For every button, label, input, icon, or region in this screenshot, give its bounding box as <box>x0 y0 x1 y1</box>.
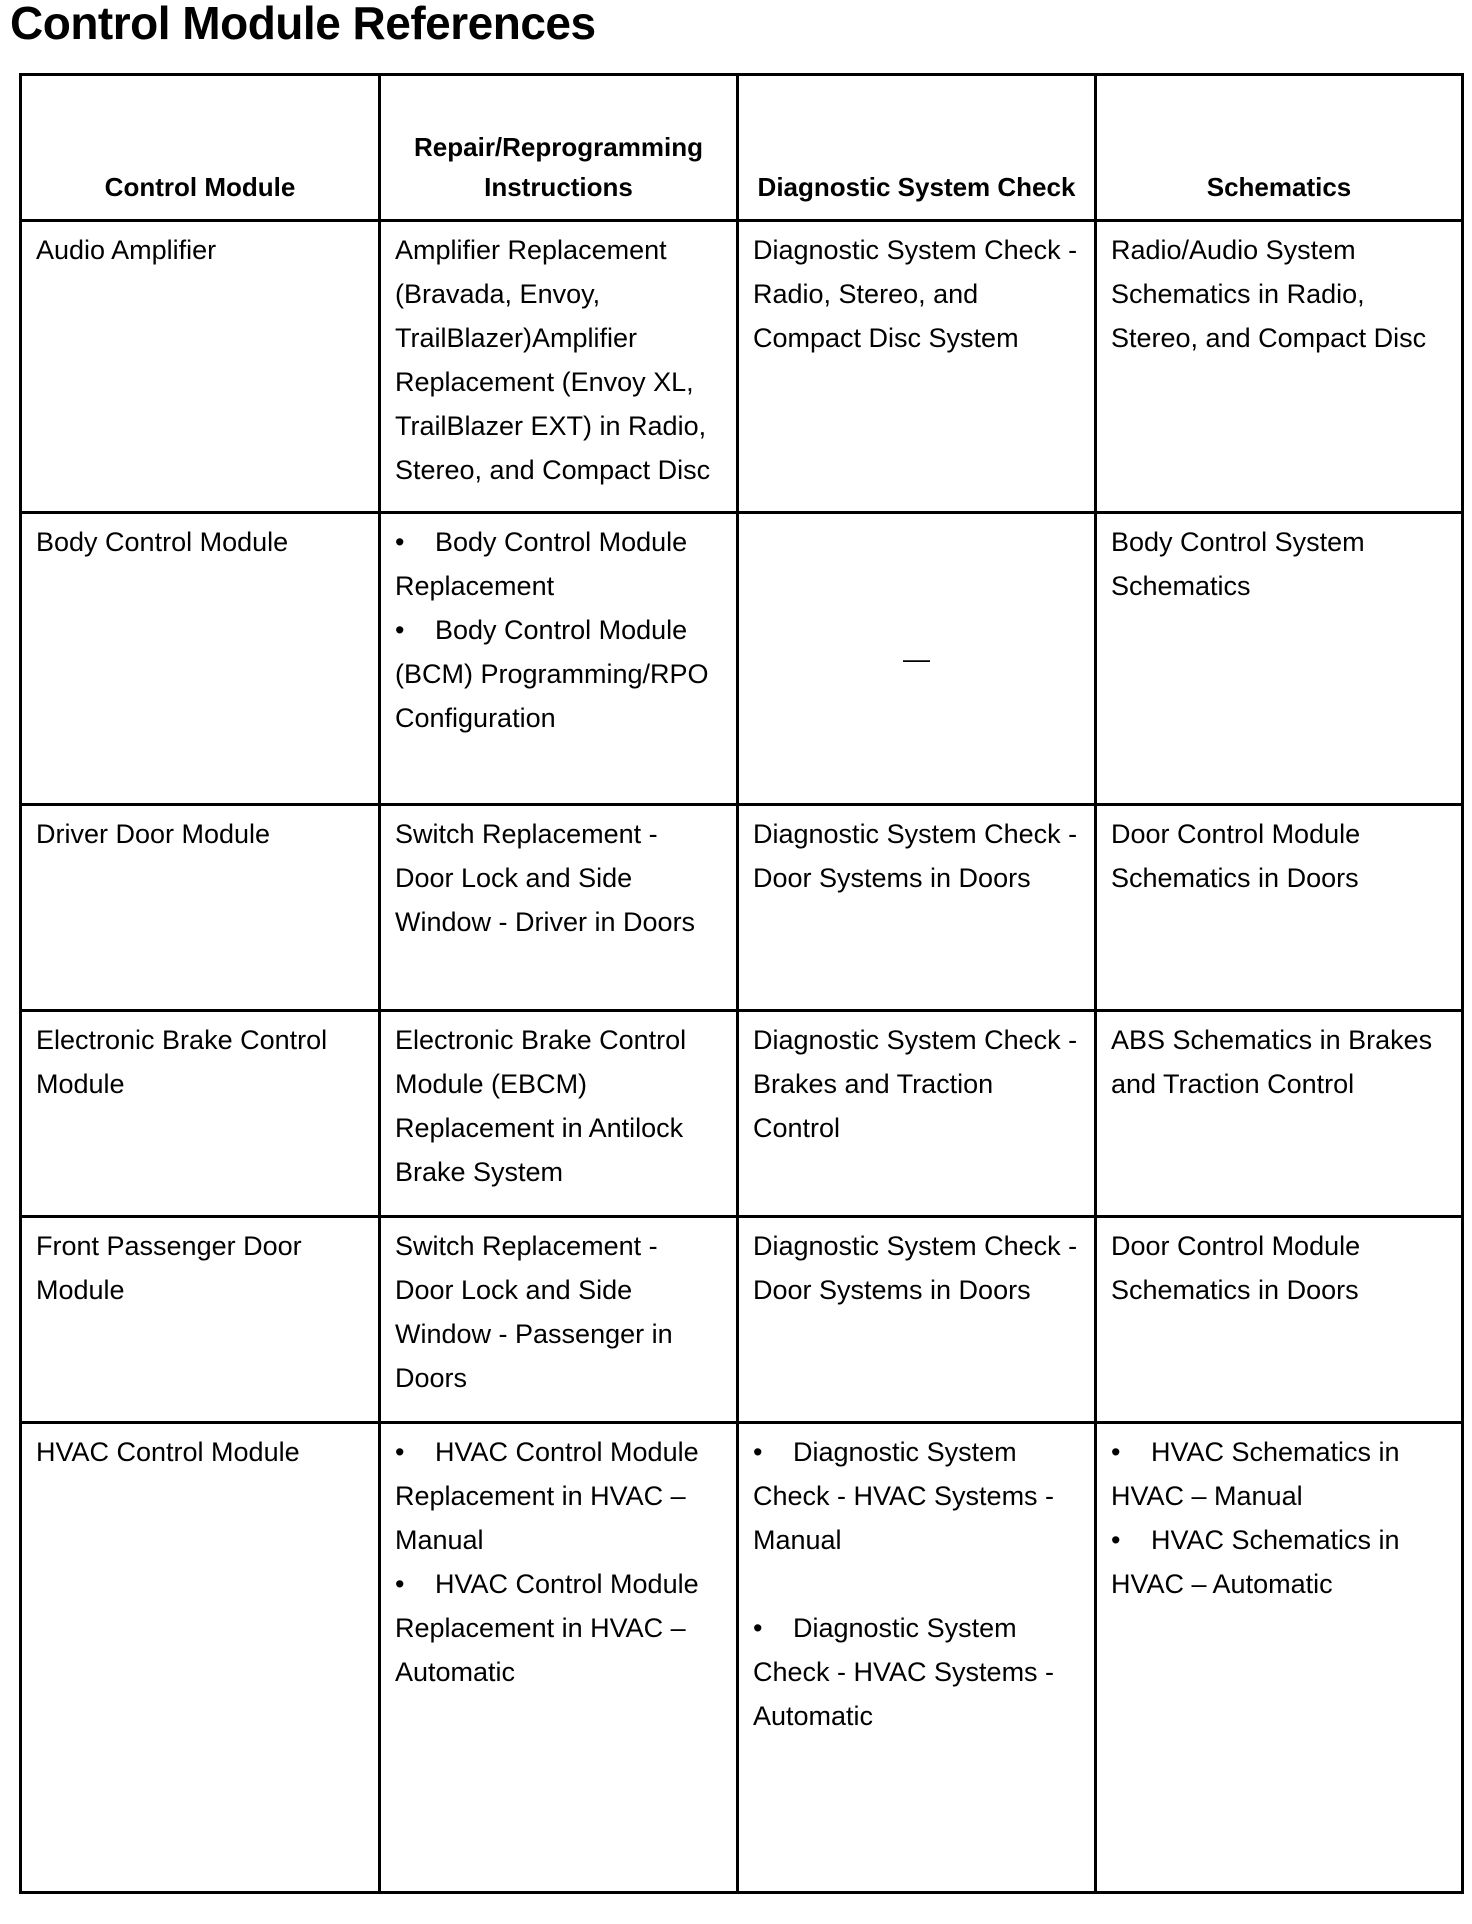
diagnostic-cell: Diagnostic System Check - Door Systems in Doors <box>738 805 1096 1011</box>
header-schematics: Schematics <box>1096 75 1463 221</box>
table-header-row <box>21 75 1463 221</box>
module-name-cell: Audio Amplifier <box>21 221 380 513</box>
page-title: Control Module References <box>10 0 596 49</box>
diagnostic-cell: Diagnostic System Check - Door Systems in Doors <box>738 1217 1096 1423</box>
repair-cell: Switch Replacement - Door Lock and Side Window - Driver in Doors <box>380 805 738 1011</box>
list-item-text: Diagnostic System Check - HVAC Systems - Automatic <box>753 1613 1055 1731</box>
module-name-cell: Electronic Brake Control Module <box>21 1011 380 1217</box>
repair-cell: Electronic Brake Control Module (EBCM) Replacement in Antilock Brake System <box>380 1011 738 1217</box>
diagnostic-cell: Diagnostic System Check - Brakes and Traction Control <box>738 1011 1096 1217</box>
bullet-icon: • <box>395 1569 405 1599</box>
list-item <box>395 1562 722 1694</box>
spacer <box>753 1562 1080 1606</box>
schematics-cell <box>1096 1423 1463 1893</box>
module-name-cell: Body Control Module <box>21 513 380 805</box>
list-item <box>753 1430 1080 1562</box>
diagnostic-cell: — <box>738 513 1096 805</box>
bullet-icon: • <box>753 1613 763 1643</box>
list-item <box>1111 1430 1447 1518</box>
table-row <box>21 1011 1463 1217</box>
bullet-icon: • <box>1111 1525 1121 1555</box>
header-repair-instructions: Repair/Reprogramming Instructions <box>380 75 738 221</box>
table-row <box>21 1217 1463 1423</box>
list-item-text: HVAC Schematics in HVAC – Manual <box>1111 1437 1400 1511</box>
list-item <box>1111 1518 1447 1606</box>
table-row <box>21 1423 1463 1893</box>
header-diagnostic-check: Diagnostic System Check <box>738 75 1096 221</box>
bullet-icon: • <box>395 615 405 645</box>
repair-cell <box>380 1423 738 1893</box>
bullet-icon: • <box>753 1437 763 1467</box>
module-name-cell: Driver Door Module <box>21 805 380 1011</box>
schematics-cell: Radio/Audio System Schematics in Radio, Stereo, and Compact Disc <box>1096 221 1463 513</box>
list-item <box>395 1430 722 1562</box>
table-row <box>21 805 1463 1011</box>
module-name-cell: Front Passenger Door Module <box>21 1217 380 1423</box>
list-item-text: Body Control Module Replacement <box>395 527 688 601</box>
repair-cell: Switch Replacement - Door Lock and Side Window - Passenger in Doors <box>380 1217 738 1423</box>
list-item <box>753 1606 1080 1738</box>
control-module-table <box>19 73 1464 1894</box>
repair-cell <box>380 513 738 805</box>
schematics-cell: Body Control System Schematics <box>1096 513 1463 805</box>
bullet-icon: • <box>395 1437 405 1467</box>
table-row <box>21 513 1463 805</box>
schematics-cell: Door Control Module Schematics in Doors <box>1096 805 1463 1011</box>
bullet-icon: • <box>395 527 405 557</box>
schematics-cell: ABS Schematics in Brakes and Traction Control <box>1096 1011 1463 1217</box>
list-item-text: HVAC Schematics in HVAC – Automatic <box>1111 1525 1400 1599</box>
module-name-cell: HVAC Control Module <box>21 1423 380 1893</box>
schematics-cell: Door Control Module Schematics in Doors <box>1096 1217 1463 1423</box>
list-item <box>395 608 722 740</box>
list-item-text: HVAC Control Module Replacement in HVAC – Automatic <box>395 1569 699 1687</box>
list-item <box>395 520 722 608</box>
table-row <box>21 221 1463 513</box>
header-control-module: Control Module <box>21 75 380 221</box>
list-item-text: Body Control Module (BCM) Programming/RPO Configuration <box>395 615 709 733</box>
list-item-text: Diagnostic System Check - HVAC Systems - Manual <box>753 1437 1055 1555</box>
list-item-text: HVAC Control Module Replacement in HVAC – Manual <box>395 1437 699 1555</box>
diagnostic-cell: Diagnostic System Check - Radio, Stereo, and Compact Disc System <box>738 221 1096 513</box>
diagnostic-cell <box>738 1423 1096 1893</box>
bullet-icon: • <box>1111 1437 1121 1467</box>
repair-cell: Amplifier Replacement (Bravada, Envoy, TrailBlazer)Amplifier Replacement (Envoy XL, TrailBlazer EXT) in Radio, Stereo, and Compact Disc <box>380 221 738 513</box>
